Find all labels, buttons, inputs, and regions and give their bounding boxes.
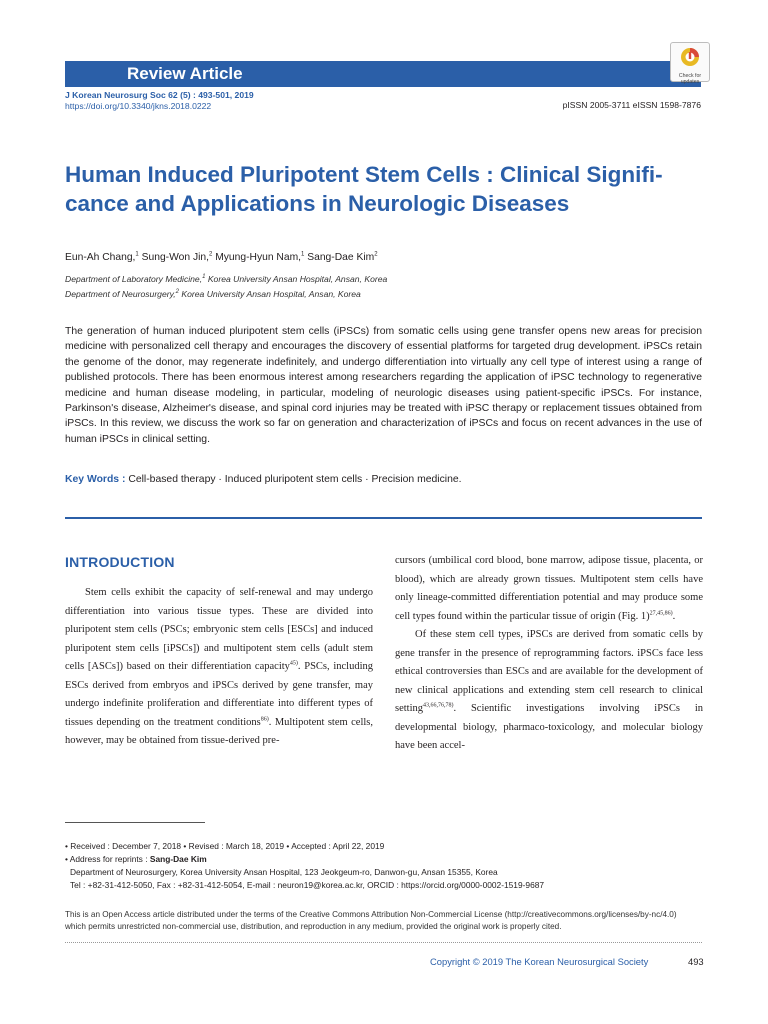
footnote-contact: Tel : +82-31-412-5050, Fax : +82-31-412-5054, E-mail : neuron19@korea.ac.kr, ORCID : https://orcid.org/0000-0002-1519-9687	[70, 880, 545, 890]
copyright-notice: Copyright © 2019 The Korean Neurosurgical Society	[430, 956, 649, 967]
check-updates-label: Check for updates	[678, 73, 702, 85]
author-name: Eun-Ah Chang,	[65, 252, 136, 263]
author-name: Sung-Won Jin,	[138, 252, 209, 263]
author-affiliation-mark: 2	[208, 251, 213, 258]
keywords	[65, 474, 462, 485]
footer-divider	[65, 942, 702, 943]
author-affiliation-mark: 1	[135, 251, 139, 258]
article-type-banner	[65, 61, 701, 87]
body-column-left	[65, 584, 373, 751]
author-affiliation-mark: 2	[374, 251, 378, 258]
section-heading-introduction: INTRODUCTION	[65, 554, 175, 570]
footnote-rule	[65, 822, 205, 823]
license-statement: This is an Open Access article distributed under the terms of the Creative Commons Attribution Non-Commercial License (http://creativecommons.org/licenses/by-nc/4.0) which permits unrestricted non-commercial use, distribution, and reproduction in any medium, provided the original work is properly cited.	[65, 910, 677, 931]
title-line-2: cance and Applications in Neurologic Diseases	[65, 191, 570, 216]
keywords-text: Cell-based therapy · Induced pluripotent stem cells · Precision medicine.	[125, 474, 462, 485]
doi-link[interactable]: https://doi.org/10.3340/jkns.2018.0222	[65, 101, 212, 111]
page-number: 493	[688, 956, 704, 967]
citation-ref: 45)	[289, 660, 298, 667]
affiliation-1: Department of Laboratory Medicine,$^1$ Korea University Ansan Hospital, Ansan, Korea	[65, 274, 388, 284]
author-name: Myung-Hyun Nam,	[212, 252, 302, 263]
keywords-label: Key Words :	[65, 474, 126, 485]
footnote-address: • Address for reprints : Sang-Dae Kim	[65, 854, 207, 864]
section-divider	[65, 517, 702, 519]
title-line-1: Human Induced Pluripotent Stem Cells : Clinical Signifi-	[65, 162, 663, 187]
citation-ref: 86)	[260, 716, 269, 722]
journal-citation: J Korean Neurosurg Soc 62 (5) : 493-501, 2019	[65, 90, 254, 100]
abstract-text: The generation of human induced pluripotent stem cells (iPSCs) from somatic cells using gene transfer opens new areas for precision medicine with personalized cell therapy and encourages the discovery of essential platforms for targeted drug development. iPSCs retain the genome of the donor, may regenerate indefinitely, and undergo differentiation into virtually any cell type of interest using a range of published protocols. There has been enormous interest among researchers regarding the application of iPSC technology to regenerative medicine and human disease modeling, in particular, modeling of neurologic diseases using patient-specific iPSCs. For instance, Parkinson's disease, Alzheimer's disease, and spinal cord injuries may be treated with iPSC therapy or replacement tissues obtained from iPSCs. In this review, we discuss the work so far on generation and characterization of iPSCs and focus on recent advances in the use of human iPSCs in clinical setting.	[65, 326, 702, 445]
author-list	[65, 252, 378, 263]
article-type-label: Review Article	[127, 64, 243, 83]
author-name: Sang-Dae Kim	[304, 252, 375, 263]
citation-ref: 43,66,76,78)	[423, 702, 454, 709]
body-paragraph: cursors (umbilical cord blood, bone marrow, adipose tissue, placenta, or blood), which are already grown tissues. Multipotent stem cells have only lineage-committed differentiation potential and may produce some cell types found within the particular tissue of origin (Fig. 1)$^{27,45,86)}$.	[395, 555, 703, 622]
author-affiliation-mark: 1	[301, 251, 305, 258]
body-paragraph: Stem cells exhibit the capacity of self-renewal and may undergo differentiation into various tissue types. These are divided into pluripotent stem cells (PSCs; embryonic stem cells [ESCs] and induced pluripotent stem cells [iPSCs]) and multipotent stem cells (adult stem cells [ASCs]) based on their differentiation capacity$^{45)}$. PSCs, including ESCs derived from embryos and iPSCs derived by gene transfer, may undergo indefinite proliferation and differentiate into different types of tissues depending on the treatment conditions$^{86)}$. Multipotent stem cells, however, may be obtained from tissue-derived pre-	[65, 587, 373, 746]
footnote-address-line: Department of Neurosurgery, Korea University Ansan Hospital, 123 Jeokgeum-ro, Danwon-gu, Ansan 15355, Korea	[70, 867, 498, 877]
check-for-updates-badge[interactable]	[670, 42, 710, 85]
check-updates-icon	[679, 46, 701, 68]
citation-ref: 27,45,86)	[649, 610, 673, 616]
article-title	[65, 160, 715, 218]
affiliation-2: Department of Neurosurgery,$^2$ Korea University Ansan Hospital, Ansan, Korea	[65, 289, 361, 299]
footnote-dates: • Received : December 7, 2018 • Revised : March 18, 2019 • Accepted : April 22, 2019	[65, 841, 385, 851]
body-paragraph: Of these stem cell types, iPSCs are derived from somatic cells by gene transfer in the presence of reprogramming factors. iPSCs face less ethical controversies than ESCs and are available for the development of new clinical applications and extending stem cell research to clinical setting$^{43,66,76,78)}$. Scientific investigations involving iPSCs in developmental biology, pharmaco-toxicology, and molecular biology have been accel-	[395, 629, 703, 751]
corresponding-author: Sang-Dae Kim	[149, 854, 207, 864]
body-column-right	[395, 552, 703, 756]
issn-numbers: pISSN 2005-3711 eISSN 1598-7876	[562, 100, 701, 110]
